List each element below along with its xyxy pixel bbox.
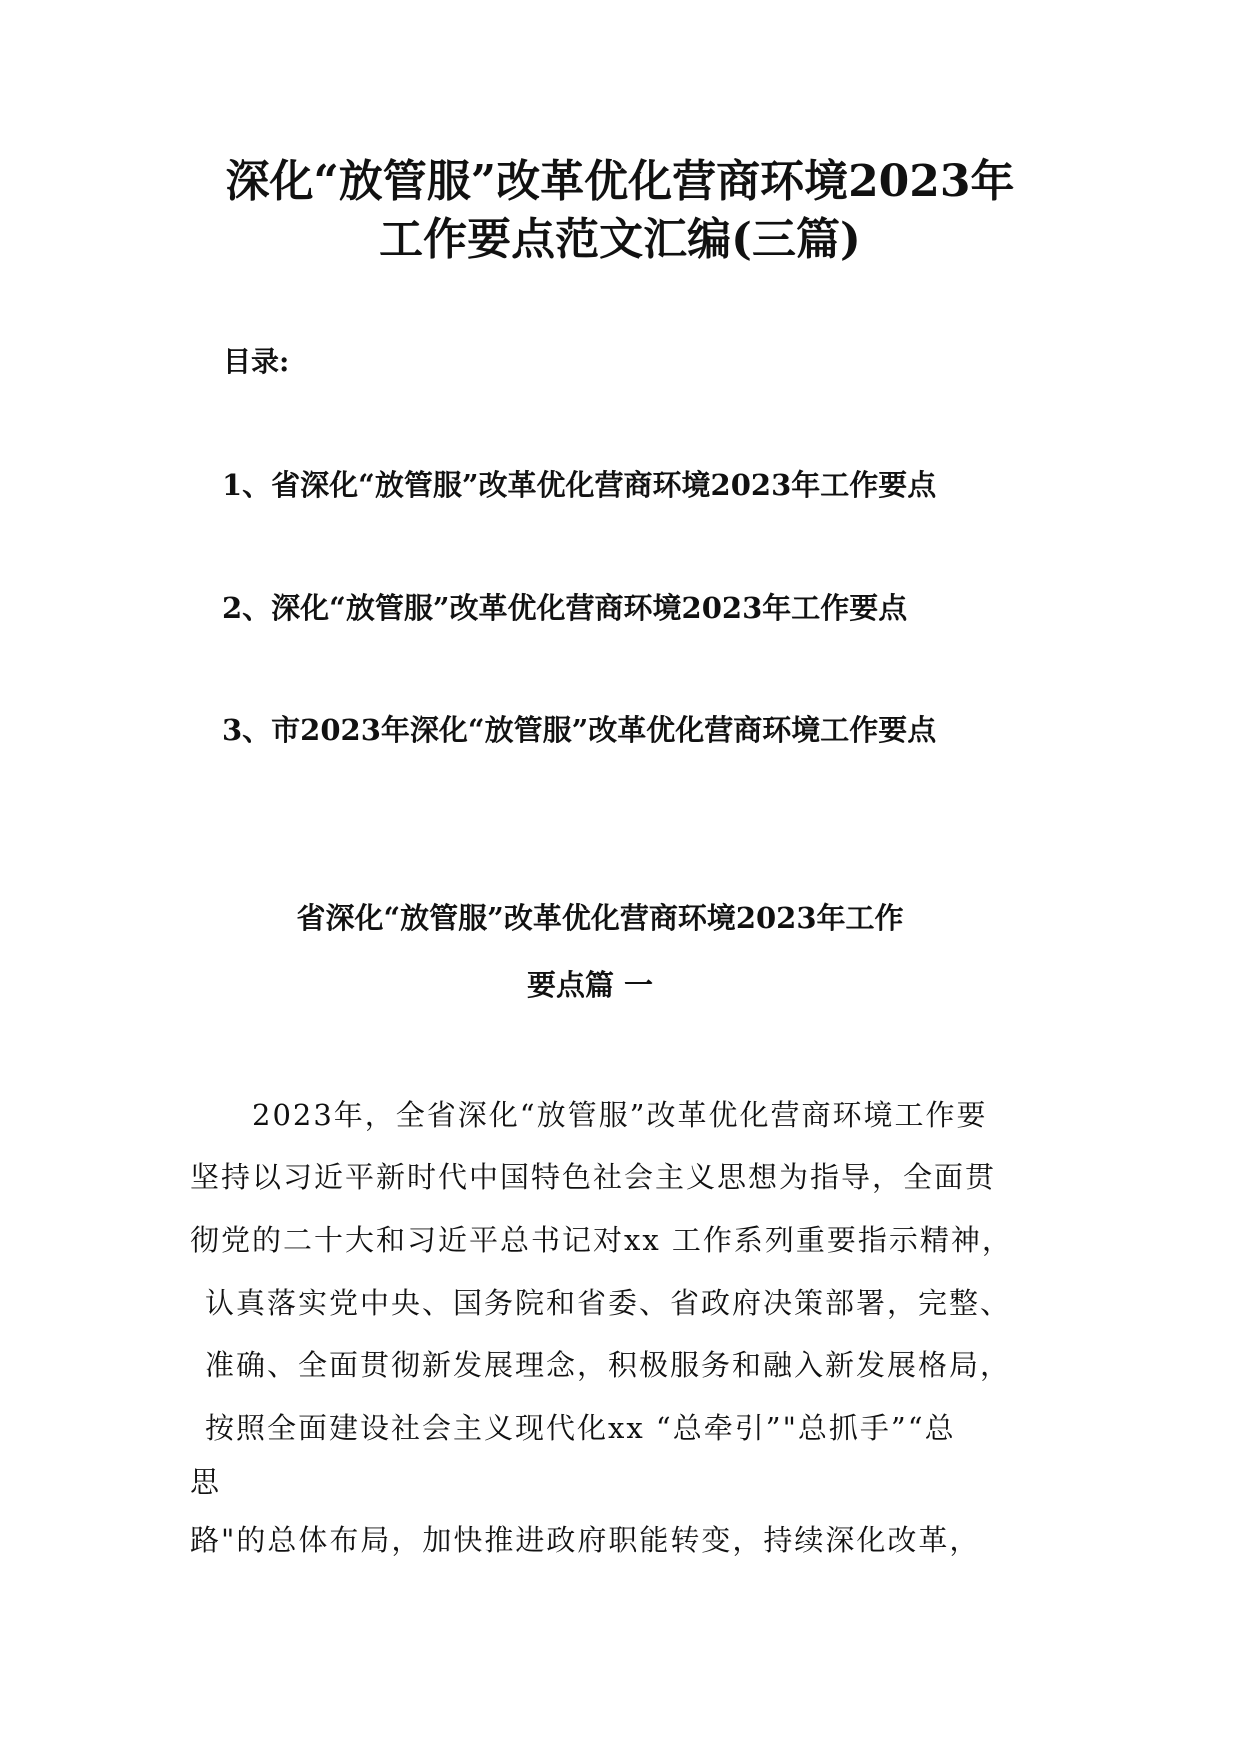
body-paragraph-line: 路"的总体布局，加快推进政府职能转变，持续深化改革， (190, 1523, 981, 1557)
toc-item-2: 2、深化“放管服”改革优化营商环境2023年工作要点 (222, 591, 908, 625)
body-paragraph-line: 坚持以习近平新时代中国特色社会主义思想为指导，全面贯 (190, 1160, 997, 1194)
body-paragraph-line: 2023年，全省深化“放管服”改革优化营商环境工作要 (252, 1098, 988, 1132)
body-paragraph-line: 按照全面建设社会主义现代化xx “总牵引”"总抓手”“总 (205, 1411, 956, 1445)
section-title-line-1: 省深化“放管服”改革优化营商环境2023年工作 (296, 901, 904, 935)
toc-label: 目录: (223, 345, 290, 378)
body-paragraph-line: 认真落实党中央、国务院和省委、省政府决策部署，完整、 (205, 1286, 1012, 1320)
document-title-line-1: 深化“放管服”改革优化营商环境2023年 (225, 156, 1015, 207)
body-paragraph-line: 思 (190, 1465, 222, 1499)
body-paragraph-line: 彻党的二十大和习近平总书记对xx 工作系列重要指示精神， (190, 1223, 1013, 1257)
section-title-line-2: 要点篇 一 (526, 968, 654, 1002)
document-title-line-2: 工作要点范文汇编(三篇) (379, 214, 861, 265)
body-paragraph-line: 准确、全面贯彻新发展理念，积极服务和融入新发展格局， (205, 1348, 1012, 1382)
toc-item-3: 3、市2023年深化“放管服”改革优化营商环境工作要点 (222, 713, 937, 747)
toc-item-1: 1、省深化“放管服”改革优化营商环境2023年工作要点 (222, 468, 937, 502)
